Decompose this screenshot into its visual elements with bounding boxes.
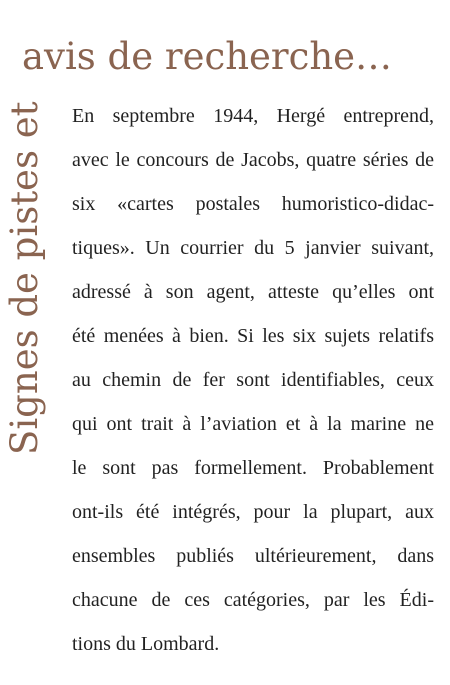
body-paragraph: [72, 94, 434, 666]
paragraph-line: au chemin de fer sont identifiables, ceux: [72, 369, 434, 391]
paragraph-line: été menées à bien. Si les six sujets relatifs: [72, 325, 434, 347]
paragraph-line: avec le concours de Jacobs, quatre séries de: [72, 149, 434, 171]
paragraph-line: ensembles publiés ultérieurement, dans: [72, 545, 434, 567]
paragraph-line: six «cartes postales humoristico-didac-: [72, 193, 434, 215]
vertical-title: Signes de pistes et: [3, 101, 46, 455]
paragraph-line: tiques». Un courrier du 5 janvier suivant,: [72, 237, 434, 259]
paragraph-line: adressé à son agent, atteste qu’elles ont: [72, 281, 434, 303]
paragraph-line: qui ont trait à l’aviation et à la marine ne: [72, 413, 434, 435]
paragraph-line: tions du Lombard.: [72, 633, 220, 655]
paragraph-line: En septembre 1944, Hergé entreprend,: [72, 105, 434, 127]
paragraph-line: le sont pas formellement. Probablement: [72, 457, 434, 479]
paragraph-line: chacune de ces catégories, par les Édi-: [72, 589, 434, 611]
page-heading: avis de recherche…: [22, 35, 393, 78]
paragraph-line: ont-ils été intégrés, pour la plupart, aux: [72, 501, 434, 523]
